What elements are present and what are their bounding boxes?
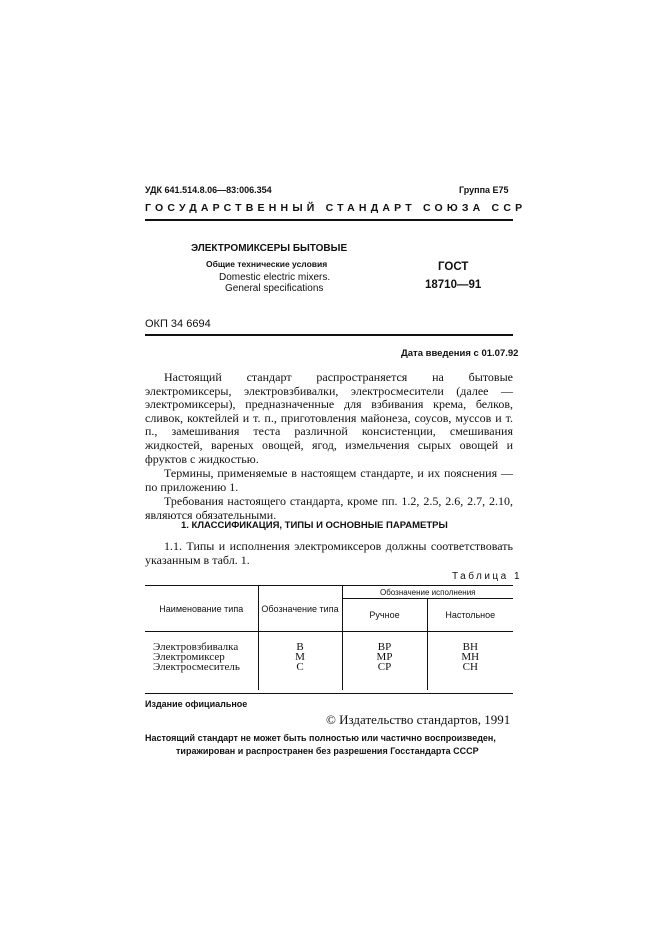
paragraph-requirements: Требования настоящего стандарта, кроме пп. 1.2, 2.5, 2.6, 2.7, 2.10, являются обязательными. — [145, 494, 513, 522]
header-execution-group: Обозначение исполнения — [342, 586, 513, 599]
header-rule — [145, 219, 513, 221]
table-row-desktop: ВН — [462, 641, 478, 653]
table-row-name: Электровзбивалка — [153, 641, 239, 653]
header-type-code: Обозначение типа — [258, 586, 342, 632]
okp-rule — [145, 334, 513, 336]
table-row-manual: ВР — [377, 641, 392, 653]
header-manual: Ручное — [342, 599, 427, 632]
table-row-manual: МР — [376, 651, 393, 663]
type-names-cell — [145, 632, 258, 690]
udk-code: УДК 641.514.8.06—83:006.354 — [145, 185, 272, 195]
desktop-codes-cell — [427, 632, 513, 690]
copyright: © Издательство стандартов, 1991 — [326, 712, 511, 727]
types-table — [145, 585, 513, 690]
type-codes-cell — [258, 632, 342, 690]
okp-code: ОКП 34 6694 — [145, 318, 211, 330]
introduction-date: Дата введения с 01.07.92 — [401, 348, 519, 359]
reproduction-notice-line2: тиражирован и распространен без разрешения Госстандарта СССР — [176, 746, 479, 756]
table-caption: Таблица 1 — [452, 571, 523, 582]
paragraph-scope: Настоящий стандарт распространяется на бытовые электромиксеры, электровзбивалки, электросмесители (далее — электромиксеры), предназначенные для взбивания крема, белков, сливок, коктейлей и т. п., приготовления майонеза, соусов, муссов и т. п., замешивания теста различной консистенции, смешивания жидкостей, вареных овощей, ягод, измельчения сырых овощей и фруктов с жидкостью. — [145, 370, 513, 466]
gost-number: 18710—91 — [425, 279, 482, 291]
gost-label: ГОСТ — [438, 261, 469, 273]
manual-codes-cell — [342, 632, 427, 690]
table-row-name: Электросмеситель — [153, 661, 240, 673]
table-row-manual: СР — [377, 661, 392, 673]
reproduction-notice-line1: Настоящий стандарт не может быть полностью или частично воспроизведен, — [145, 733, 496, 743]
doc-subtitle: Общие технические условия — [206, 259, 328, 269]
header-type-name: Наименование типа — [145, 586, 258, 632]
group-code: Группа Е75 — [459, 185, 509, 195]
table-row-name: Электромиксер — [153, 651, 225, 663]
table-bottom-rule — [145, 693, 513, 694]
doc-title: ЭЛЕКТРОМИКСЕРЫ БЫТОВЫЕ — [191, 243, 348, 254]
official-edition: Издание официальное — [145, 699, 248, 709]
paragraph-1-1: 1.1. Типы и исполнения электромиксеров должны соответствовать указанным в табл. 1. — [145, 539, 513, 567]
table-row-type: М — [295, 651, 305, 663]
table-row-desktop: СН — [462, 661, 478, 673]
table-row-type: С — [296, 661, 304, 673]
section-1-heading: 1. КЛАССИФИКАЦИЯ, ТИПЫ И ОСНОВНЫЕ ПАРАМЕТРЫ — [181, 520, 448, 531]
paragraph-terms: Термины, применяемые в настоящем стандарте, и их пояснения — по приложению 1. — [145, 466, 513, 494]
table-row-desktop: МН — [461, 651, 480, 663]
standard-banner: ГОСУДАРСТВЕННЫЙ СТАНДАРТ СОЮЗА ССР — [145, 202, 527, 214]
english-title-line2: General specifications — [225, 283, 324, 294]
header-desktop: Настольное — [427, 599, 513, 632]
english-title-line1: Domestic electric mixers. — [219, 272, 331, 283]
table-row-type: В — [296, 641, 304, 653]
